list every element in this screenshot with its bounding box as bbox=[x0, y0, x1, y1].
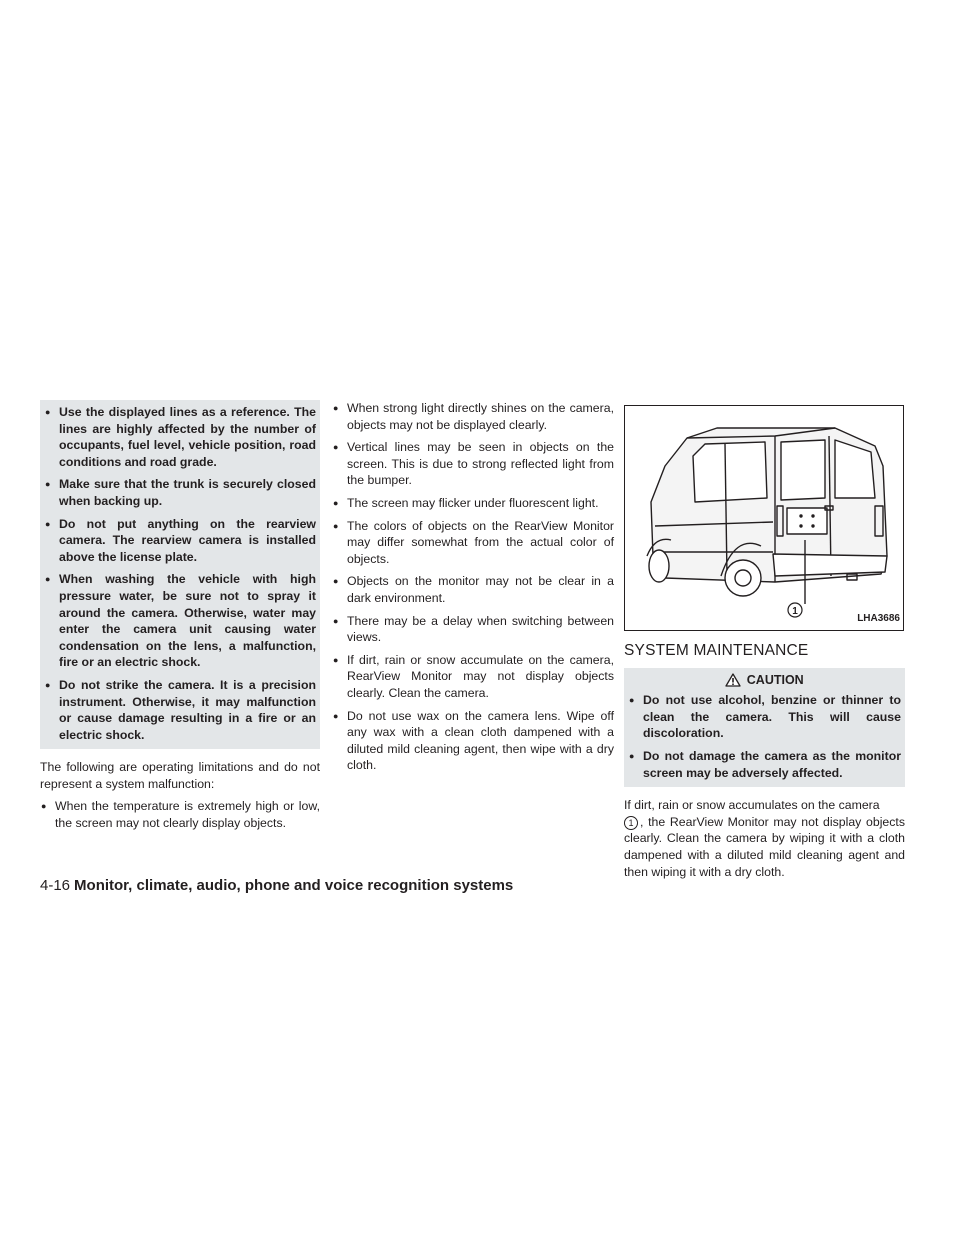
caution-box bbox=[624, 690, 905, 787]
warning-triangle-icon bbox=[725, 673, 741, 687]
right-column bbox=[624, 405, 905, 886]
limitation-item: ● Vertical lines may be seen in objects on the screen. This is due to strong reflected light from the bumper. bbox=[332, 439, 614, 489]
warning-item: ● Use the displayed lines as a reference. The lines are highly affected by the number of occupants, fuel level, vehicle position, road conditions and road grade. bbox=[44, 404, 316, 470]
limitation-item: ● Do not use wax on the camera lens. Wipe off any wax with a clean cloth dampened with a diluted mild cleaning agent, then wipe with a dry cloth. bbox=[332, 708, 614, 774]
limitation-item: ● Objects on the monitor may not be clear in a dark environment. bbox=[332, 573, 614, 606]
caution-header bbox=[624, 668, 905, 691]
caution-item: ● Do not damage the camera as the monitor screen may be adversely affected. bbox=[628, 748, 901, 781]
limitations-intro: The following are operating limitations and do not represent a system malfunction: bbox=[40, 760, 320, 791]
left-column bbox=[40, 400, 320, 838]
page-footer bbox=[40, 877, 513, 894]
callout-marker: 1 bbox=[624, 816, 638, 830]
warning-item: ● When washing the vehicle with high pressure water, be sure not to spray it around the camera. Otherwise, water may enter the camera unit causing water condensation on the lens, a malfunction, fire or an electric shock. bbox=[44, 571, 316, 671]
warning-item: ● Do not strike the camera. It is a precision instrument. Otherwise, it may malfunction or cause damage resulting in a fire or an electric shock. bbox=[44, 677, 316, 743]
caution-item: ● Do not use alcohol, benzine or thinner to clean the camera. This will cause discoloration. bbox=[628, 692, 901, 742]
middle-column bbox=[332, 400, 614, 780]
maintenance-paragraph bbox=[624, 797, 905, 880]
chapter-title: Monitor, climate, audio, phone and voice recognition systems bbox=[74, 877, 514, 894]
figure-callout: 1 bbox=[792, 606, 798, 617]
warning-item: ● Make sure that the trunk is securely closed when backing up. bbox=[44, 476, 316, 509]
van-illustration bbox=[625, 406, 903, 630]
section-heading: SYSTEM MAINTENANCE bbox=[624, 642, 809, 659]
limitation-item: ● When strong light directly shines on the camera, objects may not be displayed clearly. bbox=[332, 400, 614, 433]
maintenance-text: If dirt, rain or snow accumulates on the camera bbox=[624, 798, 880, 813]
warning-item: ● Do not put anything on the rearview camera. The rearview camera is installed above the license plate. bbox=[44, 516, 316, 566]
limitation-item: ● The screen may flicker under fluorescent light. bbox=[332, 495, 614, 512]
warning-box bbox=[40, 400, 320, 749]
limitation-item: ● When the temperature is extremely high or low, the screen may not clearly display objects. bbox=[40, 798, 320, 831]
limitation-item: ● If dirt, rain or snow accumulate on the camera, RearView Monitor may not display objects clearly. Clean the camera. bbox=[332, 652, 614, 702]
caution-title: CAUTION bbox=[746, 672, 804, 687]
van-rear-figure bbox=[624, 405, 904, 631]
maintenance-text: , the RearView Monitor may not display objects clearly. Clean the camera by wiping it with a cloth dampened with a diluted mild cleaning agent and then wiping it with a dry cloth. bbox=[624, 814, 905, 879]
limitation-item: ● There may be a delay when switching between views. bbox=[332, 613, 614, 646]
limitation-item: ● The colors of objects on the RearView Monitor may differ somewhat from the actual color of objects. bbox=[332, 518, 614, 568]
page-number: 4-16 bbox=[40, 877, 71, 894]
figure-label: LHA3686 bbox=[857, 613, 900, 625]
